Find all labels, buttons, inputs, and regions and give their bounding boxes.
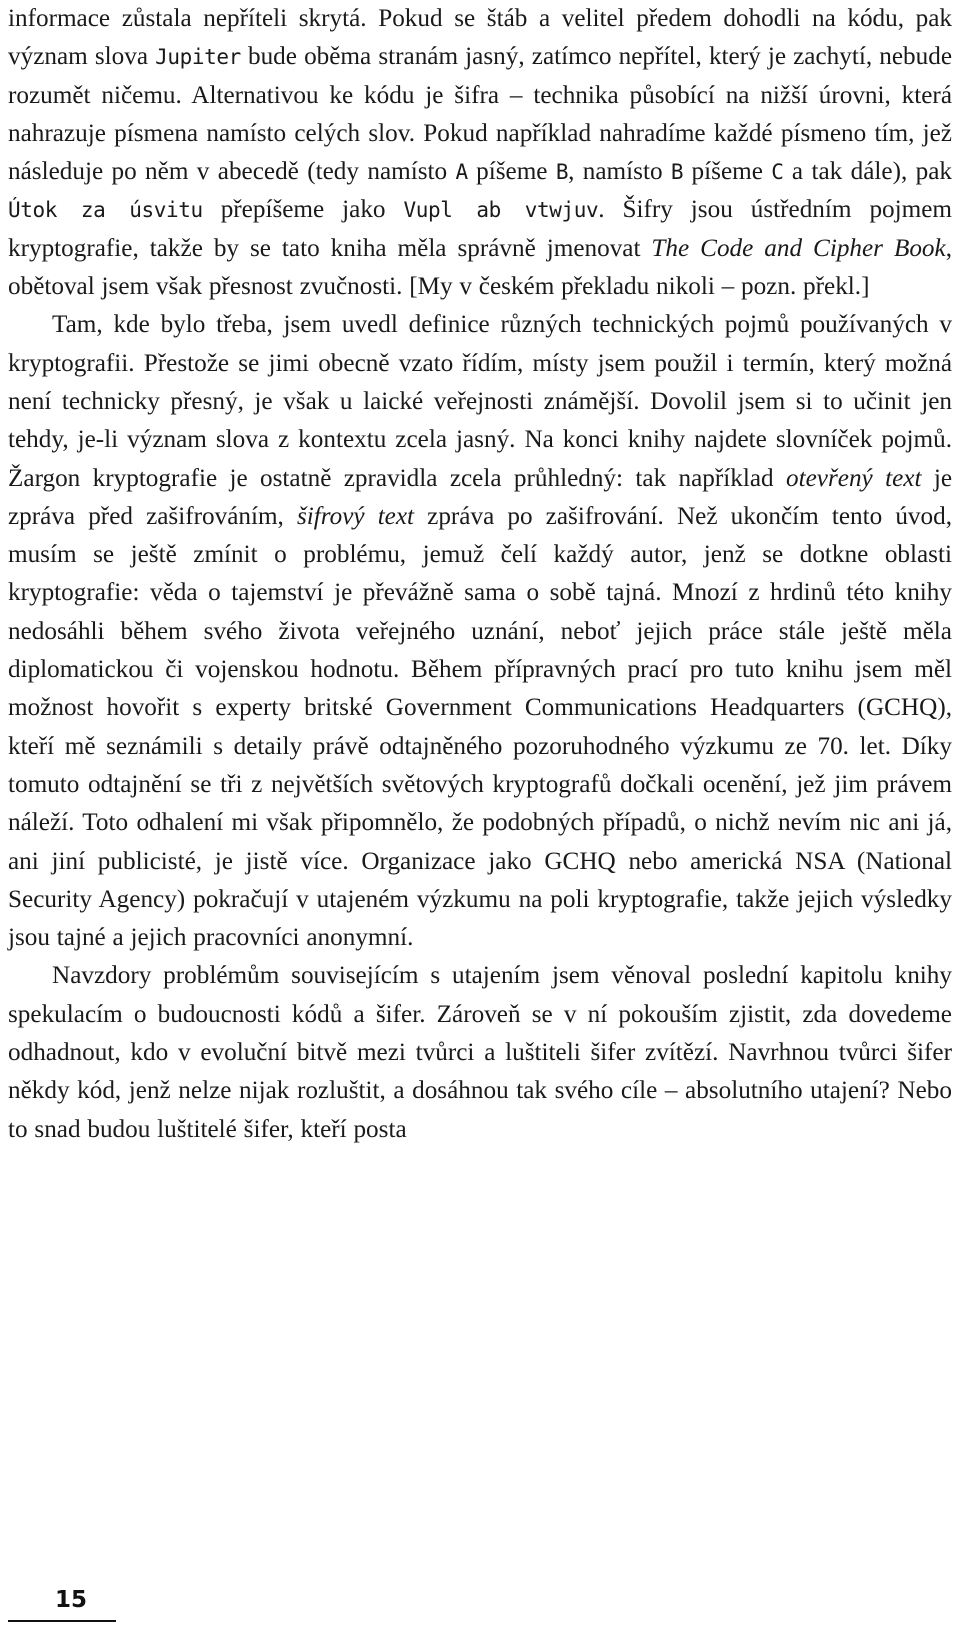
code-term: Útok za úsvitu [8,198,203,223]
text-run: . Šifry jsou ústředním pojmem kryptografie, takže by se tato kniha měla správně jmenovat [8,196,952,262]
italic-term: otevřený text [786,464,922,492]
page-number: 15 [55,1587,88,1613]
text-run: , namísto [568,158,671,186]
code-term: B [670,160,684,185]
text-run: Navzdory problémům souvisejícím s utajením jsem věnoval poslední kapitolu knihy spekulacím o budoucnosti kódů a šifer. Zároveň se v ní pokouším zjistit, zda dovedeme odhadnout, kdo v evoluční bitvě mezi tvůrci a luštiteli šifer zvítězí. Navrhnou tvůrci šifer někdy kód, jenž nelze nijak rozluštit, a dosáhnou tak svého cíle – absolutního utajení? Nebo to snad budou luštitelé šifer, kteří posta [8,962,952,1143]
paragraph [8,306,952,957]
text-run: informace zůstala nepříteli skrytá. Pokud se štáb a velitel předem dohodli na kódu, pak význam slova [8,5,952,71]
text-run: Tam, kde bylo třeba, jsem uvedl definice různých technických pojmů používaných v kryptografii. Přestože se jimi obecně vzato řídím, místy jsem použil i termín, který možná není technicky přesný, je však u laické veřejnosti známější. Dovolil jsem si to učinit jen tehdy, je-li význam slova z kontextu zcela jasný. Na konci knihy najdete slovníček pojmů. Žargon kryptografie je ostatně zpravidla zcela průhledný: tak například [8,311,952,492]
text-run: píšeme [683,158,772,186]
code-term: Vupl ab vtwjuv [403,198,599,223]
page-body [8,0,952,1149]
text-run: bude oběma stranám jasný, zatímco nepřítel, který je zachytí, nebude rozumět ničemu. Alternativou ke kódu je šifra – technika působící na nižší úrovni, která nahrazuje písmena namísto celých slov. Pokud například nahradíme každé písmeno tím, jež následuje po něm v abecedě (tedy namísto [8,43,953,186]
text-run: a tak dále), pak [783,158,952,186]
page-footer [8,1586,118,1628]
text-run: zpráva po zašifrování. Než ukončím tento úvod, musím se ještě zmínit o problému, jemuž čelí každý autor, jenž se dotkne oblasti kryptografie: věda o tajemství je převážně sama o sobě tajná. Mnozí z hrdinů této knihy nedosáhli během svého života veřejného uznání, neboť jejich práce stále ještě měla diplomatickou či vojenskou hodnotu. Během přípravných prací pro tuto knihu jsem měl možnost hovořit s experty britské Government Communications Headquarters (GCHQ), kteří mě seznámili s detaily právě odtajněného pozoruhodného výzkumu ze 70. let. Díky tomuto odtajnění se tři z největších světových kryptografů dočkali ocenění, jež jim právem náleží. Toto odhalení mi však připomnělo, že podobných případů, o nichž nevím nic ani já, ani jiní publicisté, je jistě více. Organizace jako GCHQ nebo americká NSA (National Security Agency) pokračují v utajeném výzkumu na poli kryptografie, takže jejich výsledky jsou tajné a jejich pracovníci anonymní. [8,502,952,952]
code-term: C [771,160,784,185]
italic-term: The Code and Cipher Book [651,234,946,262]
paragraph [8,957,952,1148]
paragraph [8,0,952,306]
italic-term: šifrový text [296,502,415,530]
code-term: Jupiter [155,45,241,70]
footer-rule [8,1620,116,1622]
text-run: přepíšeme jako [202,196,404,224]
code-term: A [455,160,468,185]
code-term: B [555,160,569,185]
text-run: je zpráva před zašifrováním, [8,464,953,530]
text-run: , obětoval jsem však přesnost zvučnosti. [My v českém překladu nikoli – pozn. překl.] [8,234,952,301]
text-run: píšeme [467,158,556,186]
